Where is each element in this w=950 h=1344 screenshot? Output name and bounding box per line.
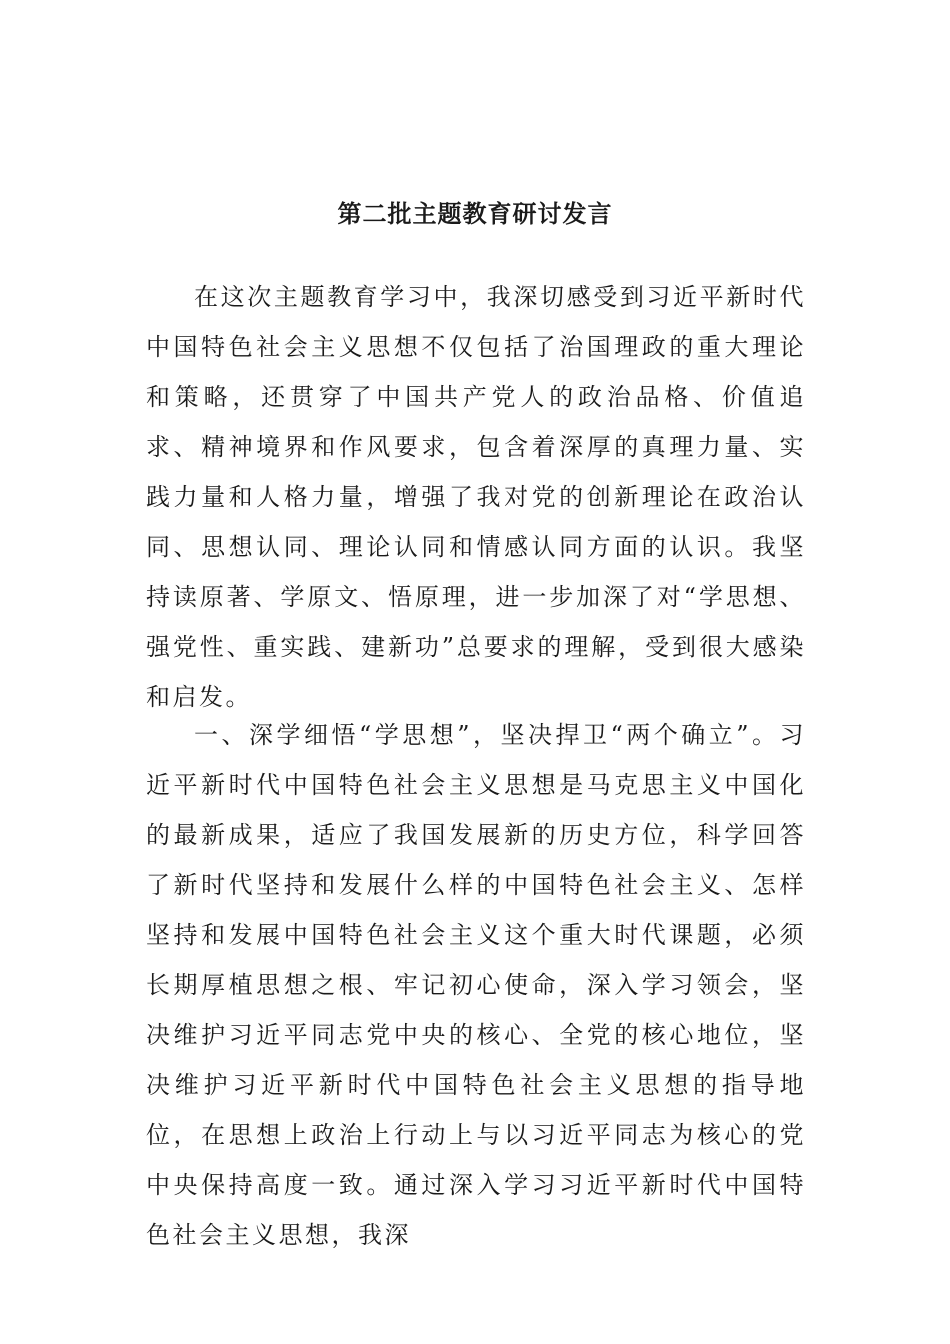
paragraph-intro: 在这次主题教育学习中，我深切感受到习近平新时代中国特色社会主义思想不仅包括了治国理政的重大理论和策略，还贯穿了中国共产党人的政治品格、价值追求、精神境界和作风要求，包含着深厚的真理力量、实践力量和人格力量，增强了我对党的创新理论在政治认同、思想认同、理论认同和情感认同方面的认识。我坚持读原著、学原文、悟原理，进一步加深了对“学思想、强党性、重实践、建新功”总要求的理解，受到很大感染和启发。 [146,283,806,711]
document-title: 第二批主题教育研讨发言 [337,200,613,228]
paragraph-section-one: 一、深学细悟“学思想”，坚决捍卫“两个确立”。习近平新时代中国特色社会主义思想是马克思主义中国化的最新成果，适应了我国发展新的历史方位，科学回答了新时代坚持和发展什么样的中国特色社会主义、怎样坚持和发展中国特色社会主义这个重大时代课题，必须长期厚植思想之根、牢记初心使命，深入学习领会，坚决维护习近平同志党中央的核心、全党的核心地位，坚决维护习近平新时代中国特色社会主义思想的指导地位，在思想上政治上行动上与以习近平同志为核心的党中央保持高度一致。通过深入学习习近平新时代中国特色社会主义思想，我深 [146,721,806,1249]
